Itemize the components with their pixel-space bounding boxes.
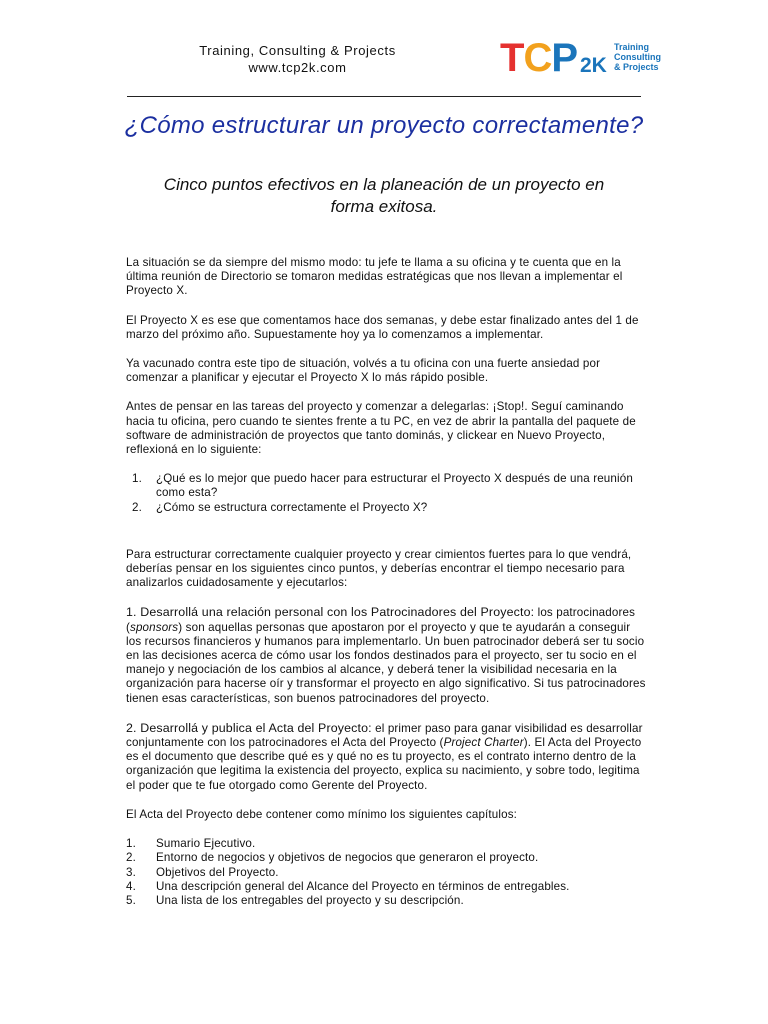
section-text: el primer paso para ganar visibilidad es desarrollar conjuntamente con los patrocinadores el Acta del Proyecto ( [126,721,643,750]
logo-letters [500,38,577,78]
company-url: www.tcp2k.com [248,60,347,75]
list-number: 5. [126,893,136,907]
list-item [126,894,648,908]
document-subtitle: Cinco puntos efectivos en la planeación de un proyecto en forma exitosa. [163,175,605,216]
list-item [126,866,648,880]
paragraph: Para estructurar correctamente cualquier proyecto y crear cimientos fuertes para lo que vendrá, deberías pensar en los siguientes cinco puntos, y deberías encontrar el tiempo necesario para analizarlos cuidadosamente y ejecutarlos: [126,547,632,590]
tcp2k-logo [500,38,680,80]
emphasis-text: sponsors [130,620,179,634]
logo-letter-p: P [551,36,578,80]
header-divider [127,96,641,97]
logo-tag-line: Training [614,42,650,52]
company-tagline: Training, Consulting & Projects [199,43,396,58]
section-text: ). El Acta del Proyecto es el documento que describe qué es y qué no es tu proyecto, es el contrato interno dentro de la organización que legitima la existencia del proyecto, explica su nacimiento, y sobre todo, legitima el poder que te fue otorgado como Gerente del Proyecto. [126,736,642,792]
list-item [126,501,648,515]
list-item-text: Una lista de los entregables del proyecto y su descripción. [156,893,464,907]
logo-tag-line: Consulting [614,52,661,62]
paragraph: El Proyecto X es ese que comentamos hace dos semanas, y debe estar finalizado antes del 1 de marzo del próximo año. Supuestamente hoy ya lo comenzamos a implementar. [126,313,639,341]
paragraph: Antes de pensar en las tareas del proyecto y comenzar a delegarlas: ¡Stop!. Seguí caminando hacia tu oficina, pero cuando te sientes frente a tu PC, en vez de abrir la pantalla del paquete de software de administración de proyectos que tanto dominás, y clickear en Nuevo Proyecto, reflexioná en lo siguiente: [126,400,636,457]
list-item-text: ¿Qué es lo mejor que puedo hacer para estructurar el Proyecto X después de una reunión como esta? [156,472,633,500]
list-item-text: Sumario Ejecutivo. [156,837,256,851]
list-number: 4. [126,879,136,893]
logo-tagline [614,42,661,72]
logo-letter-c: C [523,36,552,80]
paragraph: Ya vacunado contra este tipo de situación, volvés a tu oficina con una fuerte ansiedad por comenzar a planificar y ejecutar el Proyecto X lo más rápido posible. [126,357,601,385]
paragraph: La situación se da siempre del mismo modo: tu jefe te llama a su oficina y te cuenta que en la última reunión de Directorio se tomaron medidas estratégicas que nos llevan a implementar el Proyecto X. [126,256,623,298]
list-number: 2. [132,500,142,514]
list-item-text: Objetivos del Proyecto. [156,865,279,879]
list-number: 3. [126,865,136,879]
section-two [126,721,648,793]
logo-tag-line: & Projects [614,62,659,72]
list-item [126,472,648,500]
list-number: 1. [126,837,136,851]
section-heading: 2. Desarrollá y publica el Acta del Proyecto: [126,720,372,735]
list-item [126,837,648,851]
list-item [126,880,648,894]
list-item-text: Una descripción general del Alcance del Proyecto en términos de entregables. [156,879,570,893]
list-number: 2. [126,851,136,865]
section-heading: 1. Desarrollá una relación personal con los Patrocinadores del Proyecto: [126,605,535,620]
document-title: ¿Cómo estructurar un proyecto correctamente? [124,112,644,139]
list-item-text: Entorno de negocios y objetivos de negocios que generaron el proyecto. [156,851,539,865]
questions-list [126,472,648,515]
document-body [126,256,648,923]
section-one [126,605,648,705]
paragraph: El Acta del Proyecto debe contener como mínimo los siguientes capítulos: [126,807,518,821]
emphasis-text: Project Charter [443,736,524,750]
list-number: 1. [132,472,142,486]
chapters-list [126,837,648,908]
list-item-text: ¿Cómo se estructura correctamente el Proyecto X? [156,500,428,514]
section-text: los patrocinadores ( [126,606,636,634]
logo-suffix: 2K [580,54,607,77]
logo-letter-t: T [500,36,524,80]
section-text: ) son aquellas personas que apostaron por el proyecto y que te ayudarán a conseguir los recursos financieros y humanos para implementarlo. Un buen patrocinador deberá ser tu socio en las decisiones acerca de cómo usar los fondos destinados para el proyecto, ser tu socio en el manejo y negociación de los cambios al alcance, y deberá tener la visibilidad necesaria en la organización para hacerse oír y transformar el proyecto en algo significativo. Si tus patrocinadores tienen esas características, son buenos patrocinadores del proyecto. [126,620,646,705]
header-company-info [170,42,425,76]
list-item [126,851,648,865]
